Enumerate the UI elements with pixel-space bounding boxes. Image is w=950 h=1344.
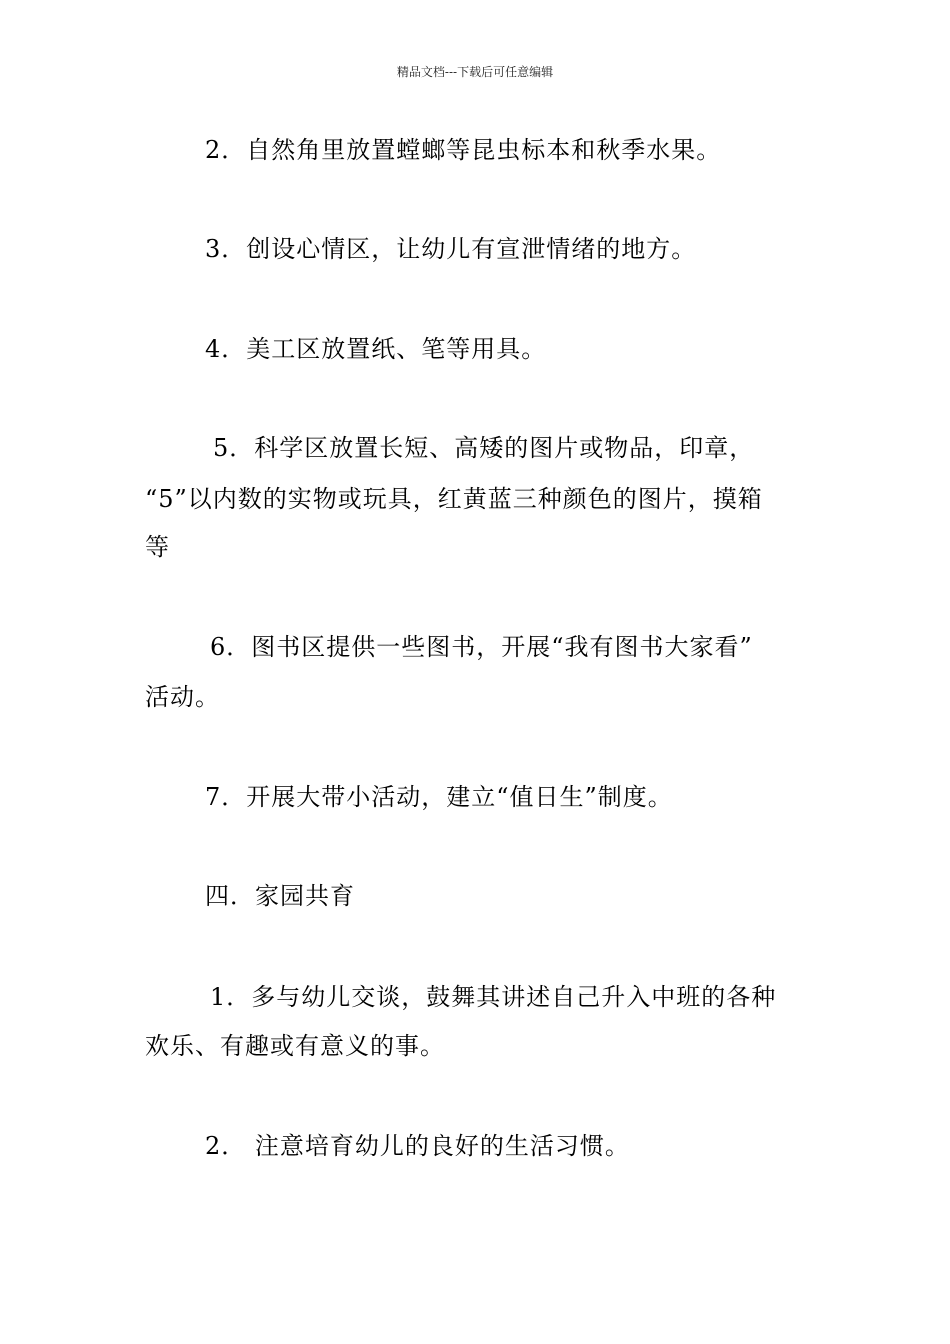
list-item-talk-with-children-line-2: 欢乐、有趣或有意义的事。 <box>145 1032 445 1060</box>
list-item-duty-system: 7．开展大带小活动，建立“值日生”制度。 <box>205 783 673 811</box>
list-item-mood-area: 3．创设心情区，让幼儿有宣泄情绪的地方。 <box>205 235 697 263</box>
list-item-nature-corner: 2．自然角里放置螳螂等昆虫标本和秋季水果。 <box>205 136 722 164</box>
section-heading-home-school: 四．家园共育 <box>205 882 355 910</box>
list-item-book-area-line-2: 活动。 <box>145 683 220 711</box>
list-item-talk-with-children-line-1: 1．多与幼儿交谈，鼓舞其讲述自己升入中班的各种 <box>210 983 777 1011</box>
list-item-science-area-line-2: “5”以内数的实物或玩具，红黄蓝三种颜色的图片，摸箱 <box>145 485 763 513</box>
list-item-living-habits: 2． 注意培育幼儿的良好的生活习惯。 <box>205 1132 630 1160</box>
page-header: 精品文档---下载后可任意编辑 <box>396 65 554 79</box>
list-item-book-area-line-1: 6．图书区提供一些图书，开展“我有图书大家看” <box>210 633 753 661</box>
list-item-science-area-line-1: 5．科学区放置长短、高矮的图片或物品，印章， <box>213 434 755 462</box>
list-item-art-area: 4．美工区放置纸、笔等用具。 <box>205 335 547 363</box>
list-item-science-area-line-3: 等 <box>145 533 170 561</box>
